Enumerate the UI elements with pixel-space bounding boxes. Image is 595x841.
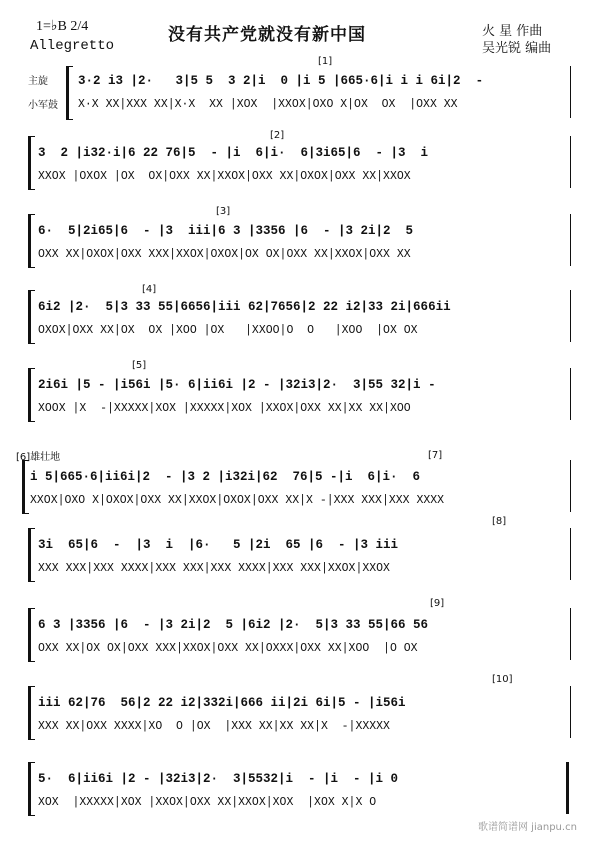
- drum-line: OXX XX|OXOX|OXX XXX|XXOX|OXOX|OX OX|OXX XX|XXOX|OXX XX: [38, 248, 411, 261]
- rehearsal-mark-8: [8]: [492, 516, 507, 527]
- system-bracket: [22, 460, 29, 514]
- rehearsal-mark-5: [5]: [132, 360, 147, 371]
- rehearsal-mark-3: [3]: [216, 206, 231, 217]
- barline: [570, 368, 571, 420]
- drum-line: XOX |XXXXX|XOX |XXOX|OXX XX|XXOX|XOX |XOX X|X O: [38, 796, 377, 809]
- barline: [570, 66, 571, 118]
- rehearsal-mark-7: [7]: [428, 450, 443, 461]
- drum-line: XOOX |X -|XXXXX|XOX |XXXXX|XOX |XXOX|OXX XX|XX XX|XOO: [38, 402, 411, 415]
- system-bracket: [28, 136, 35, 190]
- melody-line: iii 62|76 56|2 22 i2|332i|666 ii|2i 6i|5 - |i56i: [38, 696, 406, 710]
- melody-line: 5· 6|ii6i |2 - |32i3|2· 3|5532|i - |i - |i 0: [38, 772, 399, 786]
- melody-line: 3 2 |i32·i|6 22 76|5 - |i 6|i· 6|3i65|6 - |3 i: [38, 146, 429, 160]
- barline: [570, 460, 571, 512]
- drum-label: 小军鼓: [28, 100, 58, 111]
- melody-line: 6 3 |3356 |6 - |3 2i|2 5 |6i2 |2· 5|3 33 55|66 56: [38, 618, 429, 632]
- system-bracket: [28, 608, 35, 662]
- barline: [570, 136, 571, 188]
- melody-line: 3i 65|6 - |3 i |6· 5 |2i 65 |6 - |3 iii: [38, 538, 399, 552]
- drum-line: OXOX|OXX XX|OX OX |XOO |OX |XXOO|O O |XOO |OX OX: [38, 324, 418, 337]
- system-bracket: [28, 528, 35, 582]
- melody-line: 6i2 |2· 5|3 33 55|6656|iii 62|7656|2 22 i2|33 2i|666ii: [38, 300, 451, 314]
- melody-line: i 5|665·6|ii6i|2 - |3 2 |i32i|62 76|5 -|i 6|i· 6: [30, 470, 421, 484]
- drum-line: X·X XX|XXX XX|X·X XX |XOX |XXOX|OXO X|OX OX |OXX XX: [78, 98, 458, 111]
- rehearsal-mark-6: [6]雄壮地: [16, 452, 61, 463]
- barline: [570, 290, 571, 342]
- part-labels: [28, 70, 58, 118]
- system-bracket: [28, 686, 35, 740]
- barline: [570, 686, 571, 738]
- arranger-credit: 吴光锐 编曲: [482, 41, 552, 56]
- key-signature: 1=♭B 2/4: [36, 19, 89, 34]
- site-watermark: 歌谱简谱网 jianpu.cn: [478, 822, 577, 833]
- rehearsal-mark-10: [10]: [492, 674, 513, 685]
- rehearsal-mark-1: [1]: [318, 56, 333, 67]
- melody-line: 2i6i |5 - |i56i |5· 6|ii6i |2 - |32i3|2· 3|55 32|i -: [38, 378, 436, 392]
- barline: [570, 528, 571, 580]
- system-bracket: [28, 290, 35, 344]
- melody-label: 主旋: [28, 76, 48, 87]
- barline: [570, 608, 571, 660]
- barline: [570, 214, 571, 266]
- rehearsal-mark-4: [4]: [142, 284, 157, 295]
- melody-line: 6· 5|2i65|6 - |3 iii|6 3 |3356 |6 - |3 2i|2 5: [38, 224, 414, 238]
- drum-line: XXX XXX|XXX XXXX|XXX XXX|XXX XXXX|XXX XXX|XXOX|XXOX: [38, 562, 390, 575]
- rehearsal-mark-9: [9]: [430, 598, 445, 609]
- drum-line: XXX XX|OXX XXXX|XO O |OX |XXX XX|XX XX|X -|XXXXX: [38, 720, 390, 733]
- drum-line: XXOX |OXOX |OX OX|OXX XX|XXOX|OXX XX|OXOX|OXX XX|XXOX: [38, 170, 411, 183]
- drum-line: OXX XX|OX OX|OXX XXX|XXOX|OXX XX|OXXX|OXX XX|XOO |O OX: [38, 642, 418, 655]
- tempo-marking: Allegretto: [30, 38, 115, 54]
- drum-line: XXOX|OXO X|OXOX|OXX XX|XXOX|OXOX|OXX XX|X -|XXX XXX|XXX XXXX: [30, 494, 445, 507]
- page-title: 没有共产党就没有新中国: [168, 25, 366, 45]
- composer-credit: 火 星 作曲: [482, 24, 543, 39]
- system-bracket: [28, 214, 35, 268]
- melody-line: 3·2 i3 |2· 3|5 5 3 2|i 0 |i 5 |665·6|i i i 6i|2 -: [78, 74, 484, 88]
- system-bracket: [28, 368, 35, 422]
- system-bracket: [28, 762, 35, 816]
- system-bracket: [66, 66, 73, 120]
- rehearsal-mark-2: [2]: [270, 130, 285, 141]
- final-barline: [566, 762, 569, 814]
